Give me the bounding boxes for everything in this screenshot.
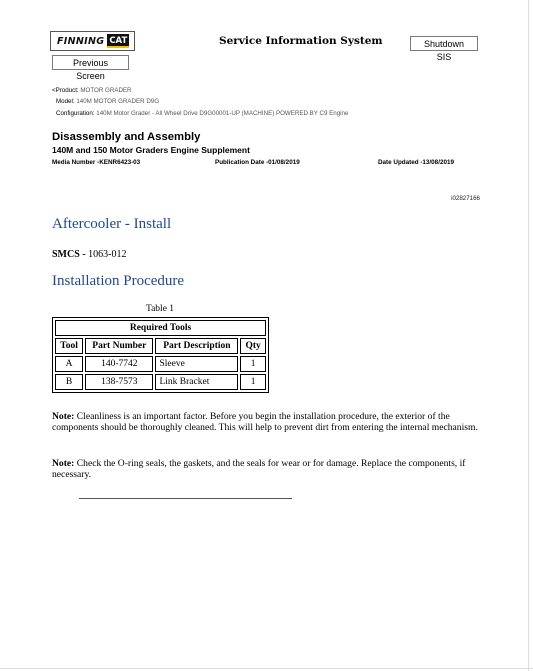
table-row [55, 374, 266, 390]
document-id: i02827166 [451, 195, 480, 202]
note-label: Note: [52, 458, 75, 469]
product-value: MOTOR GRADER [80, 87, 132, 94]
column-header: Part Description [155, 338, 238, 354]
page-border-right [528, 0, 529, 671]
page-heading: Aftercooler - Install [52, 216, 172, 232]
column-header: Qty [240, 338, 266, 354]
table-cell: Sleeve [155, 356, 238, 372]
table-cell: B [55, 374, 83, 390]
smcs-code [52, 249, 126, 260]
note-label: Note: [52, 411, 75, 422]
table-cell: Link Bracket [155, 374, 238, 390]
model-key: Model: [56, 98, 75, 105]
note-text: Check the O-ring seals, the gaskets, and the seals for wear or for damage. Replace the components, if necessary. [52, 458, 466, 481]
column-header: Part Number [85, 338, 153, 354]
section-heading: Installation Procedure [52, 273, 185, 289]
publication-date: Publication Date -01/08/2019 [215, 159, 300, 166]
cat-logo-mark: CAT [109, 36, 128, 46]
previous-screen-button[interactable]: Previous Screen [52, 55, 129, 70]
table-row [55, 356, 266, 372]
document-title: Disassembly and Assembly [52, 131, 201, 143]
model-value: 140M MOTOR GRADER D9G [76, 98, 160, 105]
divider [79, 498, 292, 499]
table-title: Required Tools [55, 320, 266, 336]
column-header: Tool [55, 338, 83, 354]
table-cell: A [55, 356, 83, 372]
required-tools-table [52, 317, 269, 393]
table-cell: 140-7742 [85, 356, 153, 372]
configuration-value: 140M Motor Grader - All Wheel Drive D9G00001-UP (MACHINE) POWERED BY C9 Engine [96, 110, 349, 117]
configuration-key: Configuration: [56, 110, 95, 117]
logo-wordmark: FINNING [57, 35, 105, 47]
page-border-bottom [0, 668, 533, 669]
model-line [56, 98, 159, 105]
cleanliness-note [52, 411, 482, 434]
note-text: Cleanliness is an important factor. Before you begin the installation procedure, the exterior of the components should be thoroughly cleaned. This will help to prevent dirt from entering the internal mechanism. [52, 411, 478, 434]
table-cell: 1 [240, 374, 266, 390]
product-key: <Product: [52, 87, 79, 94]
smcs-label: SMCS - [52, 249, 86, 260]
media-number: Media Number -KENR6423-03 [52, 159, 141, 166]
table-cell: 138-7573 [85, 374, 153, 390]
system-title: Service Information System [219, 35, 383, 47]
date-updated: Date Updated -13/08/2019 [378, 159, 454, 166]
table-caption: Table 1 [145, 304, 175, 314]
smcs-value: 1063-012 [88, 249, 127, 260]
document-subtitle: 140M and 150 Motor Graders Engine Supplement [52, 145, 250, 155]
finning-cat-logo [50, 31, 135, 51]
shutdown-sis-button[interactable]: Shutdown SIS [410, 36, 478, 51]
product-line [52, 87, 132, 94]
table-cell: 1 [240, 356, 266, 372]
table-header-row [55, 338, 266, 354]
table-title-row [55, 320, 266, 336]
configuration-line [56, 110, 348, 117]
seal-check-note [52, 458, 482, 481]
